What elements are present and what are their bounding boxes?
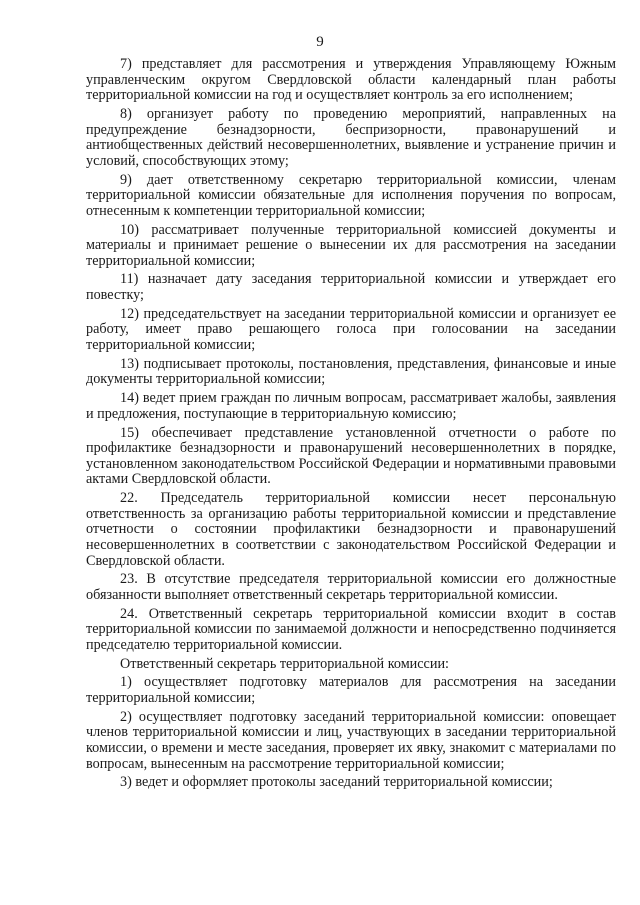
paragraph-item-9: 9) дает ответственному секретарю территориальной комиссии, членам территориальной комиссии обязательные для исполнения поручения по вопросам, отнесенным к компетенции территориальной комиссии; bbox=[86, 171, 616, 219]
document-body bbox=[86, 57, 616, 791]
clause-23: 23. В отсутствие председателя территориальной комиссии его должностные обязанности выполняет ответственный секретарь территориальной комиссии. bbox=[86, 571, 616, 603]
paragraph-item-7: 7) представляет для рассмотрения и утверждения Управляющему Южным управленческим округом Свердловской области календарный план работы территориальной комиссии на год и осуществляет контроль за его исполнением; bbox=[86, 56, 616, 104]
paragraph-item-10: 10) рассматривает полученные территориальной комиссией документы и материалы и принимает решение о вынесении их для рассмотрения на заседании территориальной комиссии; bbox=[86, 221, 616, 269]
page-number: 9 bbox=[316, 34, 324, 50]
paragraph-item-14: 14) ведет прием граждан по личным вопросам, рассматривает жалобы, заявления и предложения, поступающие в территориальную комиссию; bbox=[86, 390, 616, 422]
clause-24: 24. Ответственный секретарь территориальной комиссии входит в состав территориальной комиссии по занимаемой должности и непосредственно подчиняется председателю территориальной комиссии. bbox=[86, 605, 616, 653]
paragraph-item-13: 13) подписывает протоколы, постановления, представления, финансовые и иные документы территориальной комиссии; bbox=[86, 355, 616, 388]
secretary-item-1: 1) осуществляет подготовку материалов для рассмотрения на заседании территориальной комиссии; bbox=[86, 674, 616, 706]
paragraph-item-12: 12) председательствует на заседании территориальной комиссии и организует ее работу, имеет право решающего голоса при голосовании на заседании территориальной комиссии; bbox=[86, 305, 616, 354]
secretary-duties-heading: Ответственный секретарь территориальной комиссии: bbox=[120, 655, 449, 672]
secretary-item-2: 2) осуществляет подготовку заседаний территориальной комиссии: оповещает членов территориальной комиссии и лиц, участвующих в заседании территориальной комиссии, о времени и месте заседания, проверяет их явку, знакомит с материалами по вопросам, вынесенным на рассмотрение территориальной комиссии; bbox=[86, 708, 616, 772]
paragraph-item-8: 8) организует работу по проведению мероприятий, направленных на предупреждение безнадзорности, беспризорности, правонарушений и антиобщественных действий несовершеннолетних, выявление и устранение причин и условий, способствующих этому; bbox=[86, 105, 616, 169]
paragraph-item-11: 11) назначает дату заседания территориальной комиссии и утверждает его повестку; bbox=[86, 271, 616, 304]
secretary-item-3: 3) ведет и оформляет протоколы заседаний территориальной комиссии; bbox=[120, 774, 553, 791]
paragraph-item-15: 15) обеспечивает представление установленной отчетности о работе по профилактике безнадзорности и правонарушений несовершеннолетних в порядке, установленном законодательством Российской Федерации и нормативными правовыми актами Свердловской области. bbox=[86, 424, 616, 488]
clause-22: 22. Председатель территориальной комиссии несет персональную ответственность за организацию работы территориальной комиссии и представление отчетности о состоянии профилактики безнадзорности и правонарушений несовершеннолетних в соответствии с законодательством Российской Федерации и Свердловской области. bbox=[86, 490, 616, 569]
